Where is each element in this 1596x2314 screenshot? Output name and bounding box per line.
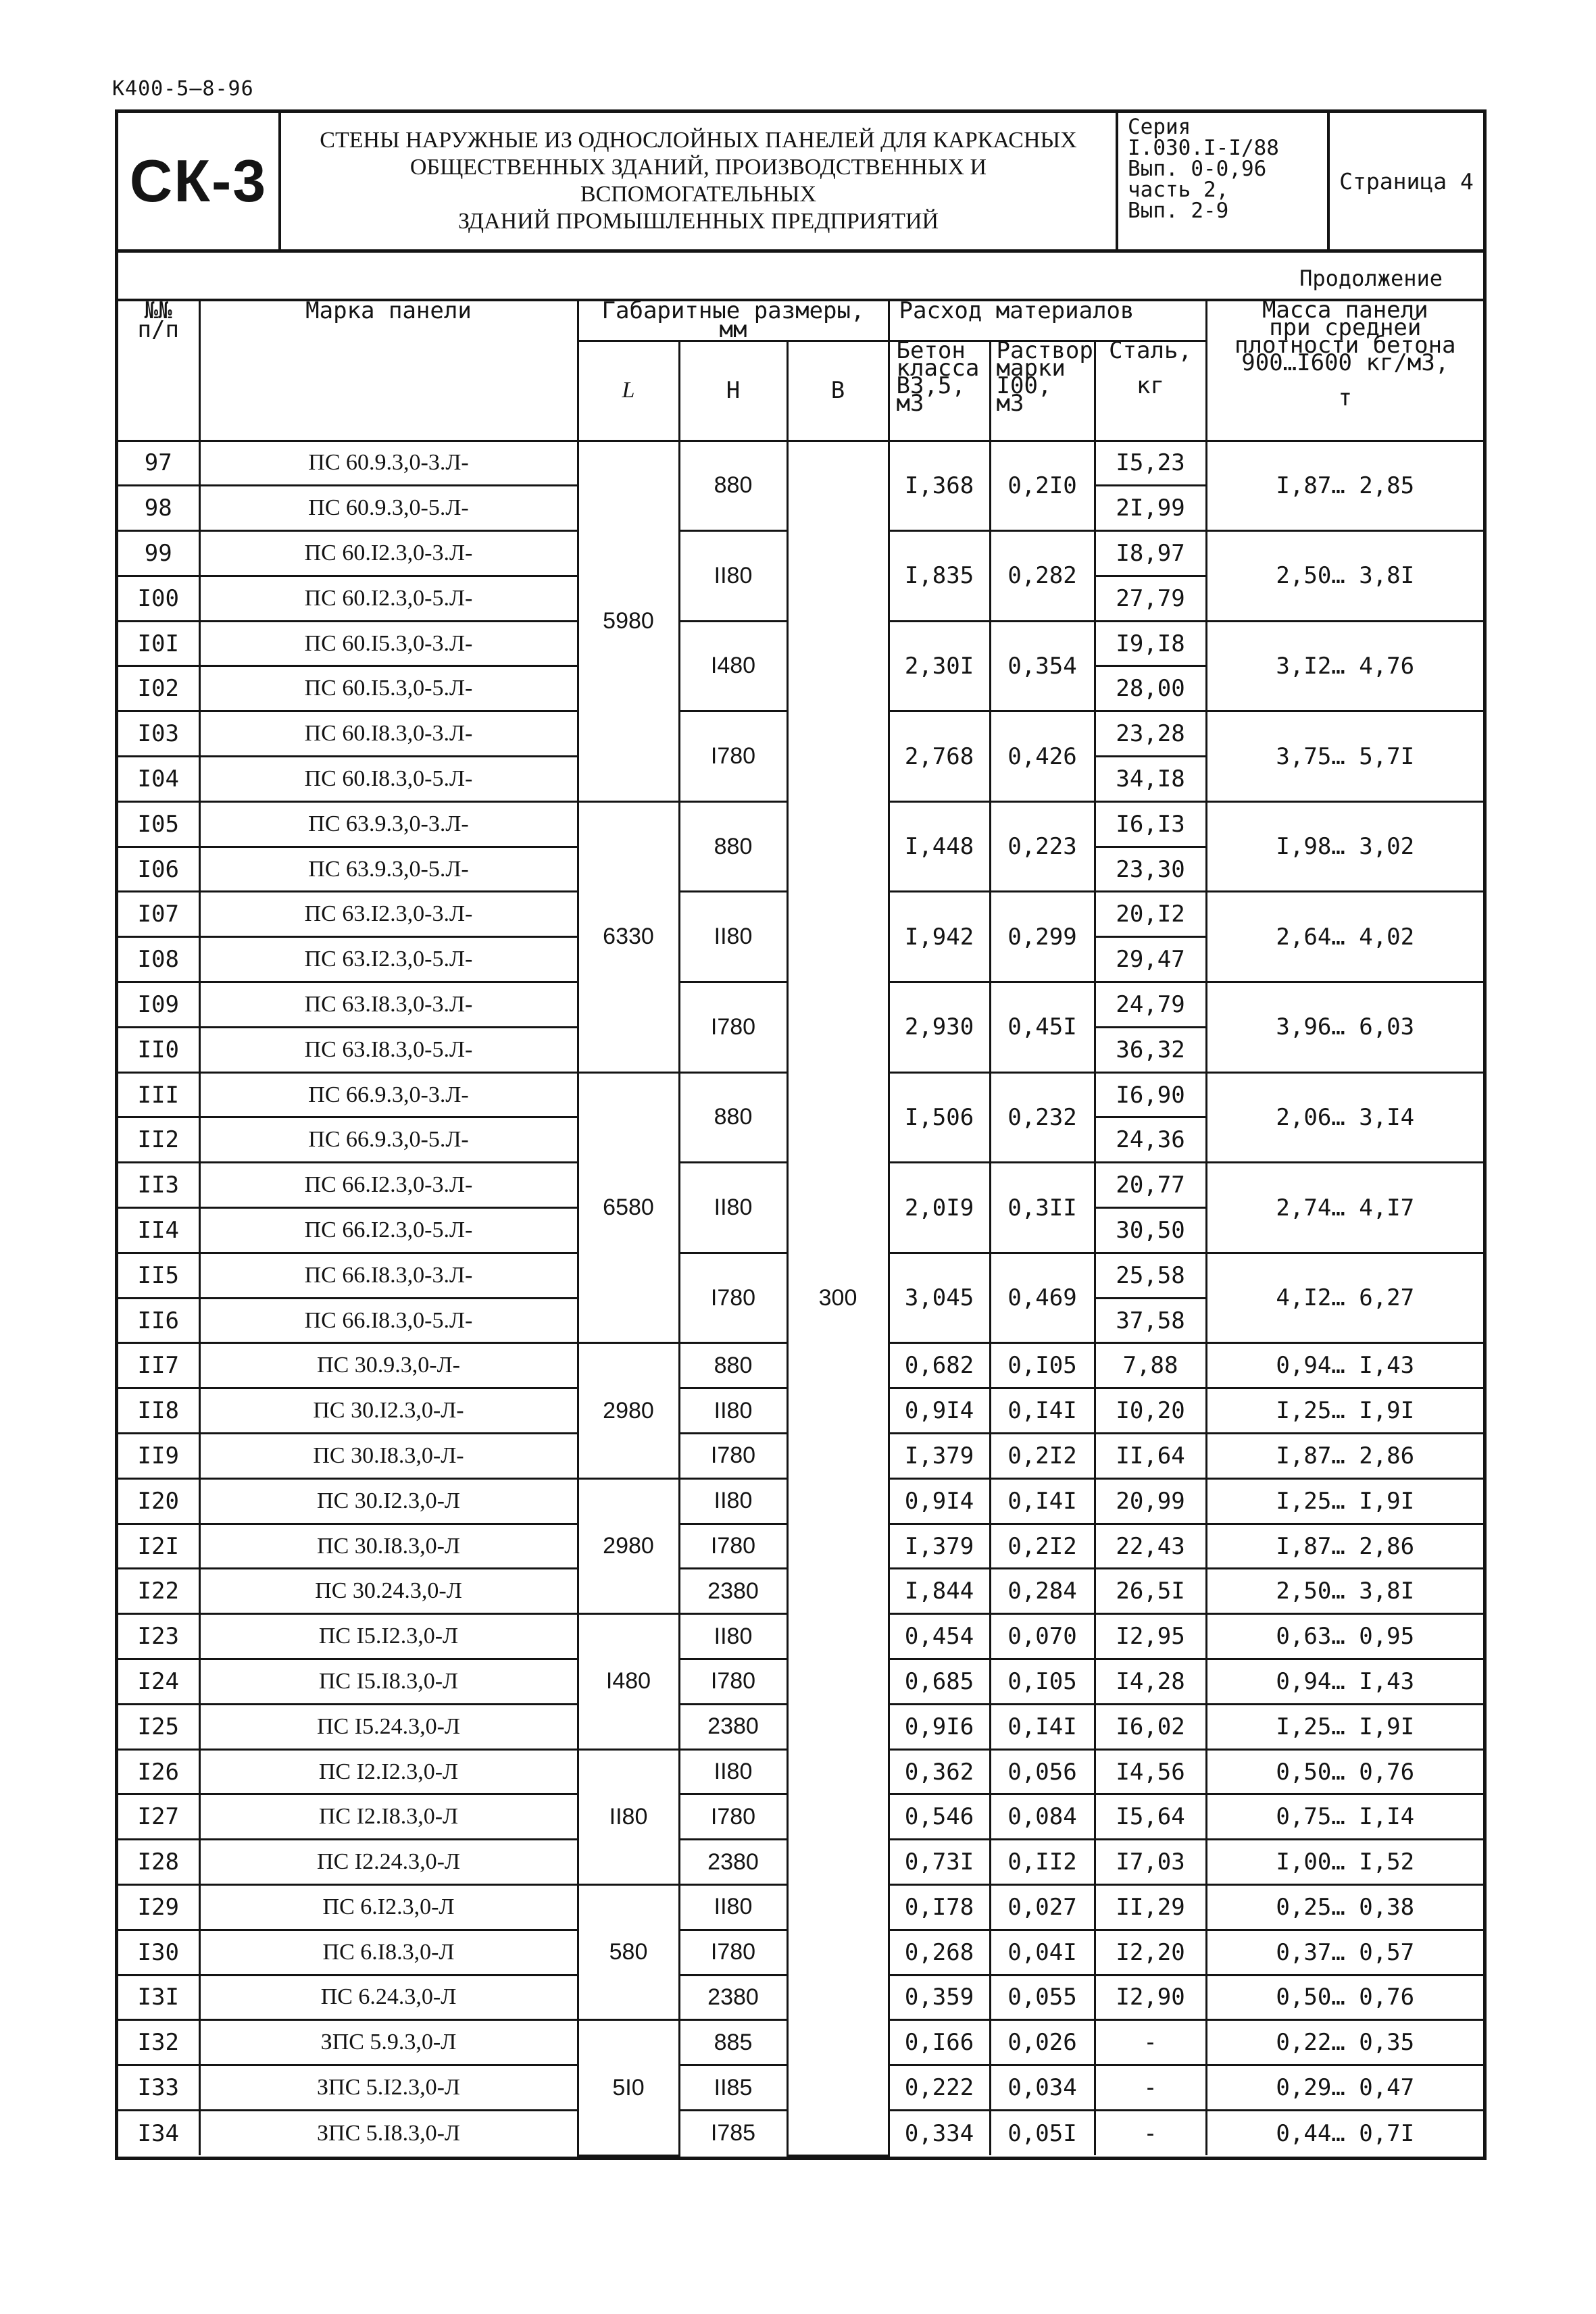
panel-mark: ПС 30.I8.3,0-Л- xyxy=(199,1434,578,1479)
row-number: II9 xyxy=(118,1434,199,1479)
dimension-L: II80 xyxy=(578,1749,679,1884)
concrete-volume: 0,685 xyxy=(889,1659,990,1705)
mortar-volume: 0,084 xyxy=(990,1794,1095,1840)
row-number: II7 xyxy=(118,1343,199,1388)
row-number: 97 xyxy=(118,441,199,486)
panel-mark: ПС 6.I2.3,0-Л xyxy=(199,1885,578,1930)
panel-mass: 0,29… 0,47 xyxy=(1206,2065,1483,2111)
panel-mark: ПС 63.I8.3,0-3.Л- xyxy=(199,982,578,1028)
section-code: СК-3 xyxy=(118,113,281,249)
steel-mass: - xyxy=(1095,2065,1206,2111)
row-number: I0I xyxy=(118,621,199,666)
mortar-volume: 0,45I xyxy=(990,982,1095,1073)
document-title: СТЕНЫ НАРУЖНЫЕ ИЗ ОДНОСЛОЙНЫХ ПАНЕЛЕЙ ДЛЯ КАРКАСНЫХ ОБЩЕСТВЕННЫХ ЗДАНИЙ, ПРОИЗВОДСТВЕННЫХ И ВСПОМОГАТЕЛЬНЫХ ЗДАНИЙ ПРОМЫШЛЕННЫХ ПРЕДПРИЯТИЙ xyxy=(281,113,1118,249)
steel-mass: - xyxy=(1095,2020,1206,2065)
steel-mass: I4,28 xyxy=(1095,1659,1206,1705)
row-number: I34 xyxy=(118,2110,199,2155)
steel-mass: II,64 xyxy=(1095,1434,1206,1479)
panel-mass: 3,96… 6,03 xyxy=(1206,982,1483,1073)
concrete-volume: I,844 xyxy=(889,1569,990,1614)
dimension-H: 2380 xyxy=(679,1569,787,1614)
mortar-volume: 0,469 xyxy=(990,1253,1095,1343)
steel-mass: 24,36 xyxy=(1095,1117,1206,1163)
panel-mass: I,87… 2,85 xyxy=(1206,441,1483,531)
row-number: I08 xyxy=(118,937,199,982)
concrete-volume: 2,768 xyxy=(889,711,990,802)
dimension-H: I780 xyxy=(679,1434,787,1479)
panel-mass: 2,74… 4,I7 xyxy=(1206,1163,1483,1253)
dimension-L: 580 xyxy=(578,1885,679,2020)
panel-mass: 2,64… 4,02 xyxy=(1206,892,1483,982)
concrete-volume: 0,73I xyxy=(889,1840,990,1885)
steel-mass: 30,50 xyxy=(1095,1208,1206,1253)
concrete-volume: 0,222 xyxy=(889,2065,990,2111)
row-number: I04 xyxy=(118,757,199,802)
panel-mark: ПС 66.I2.3,0-3.Л- xyxy=(199,1163,578,1208)
continuation-label: Продолжение xyxy=(118,253,1483,301)
concrete-volume: 0,334 xyxy=(889,2110,990,2155)
dimension-H: II85 xyxy=(679,2065,787,2111)
steel-mass: I5,64 xyxy=(1095,1794,1206,1840)
mortar-volume: 0,223 xyxy=(990,801,1095,892)
concrete-volume: I,368 xyxy=(889,441,990,531)
mortar-volume: 0,055 xyxy=(990,1975,1095,2020)
row-number: 98 xyxy=(118,486,199,531)
mortar-volume: 0,I4I xyxy=(990,1478,1095,1524)
mortar-volume: 0,070 xyxy=(990,1614,1095,1659)
series-info: Серия I.030.I-I/88 Вып. 0-0,96 часть 2, Вып. 2-9 xyxy=(1118,113,1330,249)
panel-mass: 4,I2… 6,27 xyxy=(1206,1253,1483,1343)
panel-mark: ПС I5.24.3,0-Л xyxy=(199,1704,578,1749)
concrete-volume: I,835 xyxy=(889,531,990,622)
panel-mark: ПС I5.I8.3,0-Л xyxy=(199,1659,578,1705)
row-number: I05 xyxy=(118,801,199,847)
panel-mass: 3,75… 5,7I xyxy=(1206,711,1483,802)
row-number: I23 xyxy=(118,1614,199,1659)
dimension-H: 880 xyxy=(679,1072,787,1163)
steel-mass: I9,I8 xyxy=(1095,621,1206,666)
steel-mass: 20,99 xyxy=(1095,1478,1206,1524)
steel-mass: I2,20 xyxy=(1095,1930,1206,1975)
mortar-volume: 0,232 xyxy=(990,1072,1095,1163)
steel-mass: 7,88 xyxy=(1095,1343,1206,1388)
panel-mark: ПС 60.I2.3,0-3.Л- xyxy=(199,531,578,576)
dimension-H: I780 xyxy=(679,982,787,1073)
steel-mass: I2,95 xyxy=(1095,1614,1206,1659)
steel-mass: 27,79 xyxy=(1095,576,1206,621)
panel-mark: ПС 66.I8.3,0-5.Л- xyxy=(199,1298,578,1343)
row-number: I2I xyxy=(118,1524,199,1569)
dimension-H: II80 xyxy=(679,531,787,622)
panel-mass: 0,94… I,43 xyxy=(1206,1659,1483,1705)
dimension-L: 5980 xyxy=(578,441,679,801)
table-row xyxy=(118,441,1483,486)
panel-mark: ПС 60.9.3,0-3.Л- xyxy=(199,441,578,486)
header-steel: Сталь, кг xyxy=(1095,341,1206,441)
concrete-volume: 0,546 xyxy=(889,1794,990,1840)
title-block xyxy=(115,109,1487,253)
steel-mass: I5,23 xyxy=(1095,441,1206,486)
steel-mass: - xyxy=(1095,2110,1206,2155)
panel-mark: ПС 30.I2.3,0-Л- xyxy=(199,1388,578,1434)
row-number: I22 xyxy=(118,1569,199,1614)
panels-table xyxy=(118,297,1483,2157)
panel-mark: ПС I2.I8.3,0-Л xyxy=(199,1794,578,1840)
row-number: I07 xyxy=(118,892,199,937)
dimension-H: 2380 xyxy=(679,1704,787,1749)
mortar-volume: 0,2I2 xyxy=(990,1434,1095,1479)
steel-mass: 36,32 xyxy=(1095,1027,1206,1072)
row-number: I09 xyxy=(118,982,199,1028)
dimension-H: 2380 xyxy=(679,1840,787,1885)
steel-mass: 29,47 xyxy=(1095,937,1206,982)
dimension-L: 6580 xyxy=(578,1072,679,1343)
header-mortar: Раствор марки I00, м3 xyxy=(990,341,1095,441)
row-number: I20 xyxy=(118,1478,199,1524)
table-body xyxy=(118,441,1483,2155)
steel-mass: I2,90 xyxy=(1095,1975,1206,2020)
panel-mark: ПС I2.24.3,0-Л xyxy=(199,1840,578,1885)
panel-mark: ПС 63.9.3,0-3.Л- xyxy=(199,801,578,847)
panel-mass: 2,50… 3,8I xyxy=(1206,1569,1483,1614)
row-number: I00 xyxy=(118,576,199,621)
dimension-H: I785 xyxy=(679,2110,787,2155)
concrete-volume: 0,268 xyxy=(889,1930,990,1975)
panel-mark: ПС 6.24.3,0-Л xyxy=(199,1975,578,2020)
mortar-volume: 0,299 xyxy=(990,892,1095,982)
steel-mass: 20,I2 xyxy=(1095,892,1206,937)
document-code: К400-5—8-96 xyxy=(112,77,254,101)
dimension-H: 880 xyxy=(679,801,787,892)
panel-mark: ПС 30.I8.3,0-Л xyxy=(199,1524,578,1569)
concrete-volume: I,448 xyxy=(889,801,990,892)
concrete-volume: 0,359 xyxy=(889,1975,990,2020)
dimension-H: I780 xyxy=(679,1524,787,1569)
steel-mass: I6,90 xyxy=(1095,1072,1206,1117)
mortar-volume: 0,056 xyxy=(990,1749,1095,1794)
dimension-L: I480 xyxy=(578,1614,679,1749)
row-number: 99 xyxy=(118,531,199,576)
row-number: II5 xyxy=(118,1253,199,1298)
panel-mass: I,25… I,9I xyxy=(1206,1478,1483,1524)
row-number: I24 xyxy=(118,1659,199,1705)
mortar-volume: 0,284 xyxy=(990,1569,1095,1614)
concrete-volume: 2,30I xyxy=(889,621,990,711)
header-dimensions: Габаритные размеры, мм xyxy=(578,301,889,341)
steel-mass: I4,56 xyxy=(1095,1749,1206,1794)
row-number: I25 xyxy=(118,1704,199,1749)
steel-mass: 22,43 xyxy=(1095,1524,1206,1569)
concrete-volume: 0,9I4 xyxy=(889,1478,990,1524)
steel-mass: 20,77 xyxy=(1095,1163,1206,1208)
panel-mass: 0,50… 0,76 xyxy=(1206,1975,1483,2020)
concrete-volume: I,379 xyxy=(889,1524,990,1569)
steel-mass: 25,58 xyxy=(1095,1253,1206,1298)
panel-mark: ПС I2.I2.3,0-Л xyxy=(199,1749,578,1794)
concrete-volume: 0,9I4 xyxy=(889,1388,990,1434)
concrete-volume: 0,9I6 xyxy=(889,1704,990,1749)
panel-mass: 3,I2… 4,76 xyxy=(1206,621,1483,711)
panel-mark: ПС 60.9.3,0-5.Л- xyxy=(199,486,578,531)
row-number: II4 xyxy=(118,1208,199,1253)
panel-mass: I,87… 2,86 xyxy=(1206,1434,1483,1479)
mortar-volume: 0,354 xyxy=(990,621,1095,711)
panel-mass: 2,50… 3,8I xyxy=(1206,531,1483,622)
panel-mark: ПС 60.I8.3,0-5.Л- xyxy=(199,757,578,802)
mortar-volume: 0,2I2 xyxy=(990,1524,1095,1569)
dimension-H: II80 xyxy=(679,1749,787,1794)
steel-mass: I6,02 xyxy=(1095,1704,1206,1749)
header-L: L xyxy=(578,341,679,441)
dimension-H: II80 xyxy=(679,1388,787,1434)
panel-mark: ПС 66.I2.3,0-5.Л- xyxy=(199,1208,578,1253)
dimension-H: 880 xyxy=(679,1343,787,1388)
concrete-volume: I,379 xyxy=(889,1434,990,1479)
concrete-volume: 0,362 xyxy=(889,1749,990,1794)
header-concrete: Бетон класса В3,5, м3 xyxy=(889,341,990,441)
row-number: I3I xyxy=(118,1975,199,2020)
header-num: №№ п/п xyxy=(118,301,199,441)
steel-mass: 2I,99 xyxy=(1095,486,1206,531)
dimension-H: I780 xyxy=(679,711,787,802)
steel-mass: 37,58 xyxy=(1095,1298,1206,1343)
mortar-volume: 0,I4I xyxy=(990,1388,1095,1434)
row-number: II0 xyxy=(118,1027,199,1072)
panel-mass: I,87… 2,86 xyxy=(1206,1524,1483,1569)
steel-mass: II,29 xyxy=(1095,1885,1206,1930)
panel-mark: ПС 30.I2.3,0-Л xyxy=(199,1478,578,1524)
mortar-volume: 0,II2 xyxy=(990,1840,1095,1885)
panel-mass: 0,25… 0,38 xyxy=(1206,1885,1483,1930)
row-number: II6 xyxy=(118,1298,199,1343)
panel-mark: ПС I5.I2.3,0-Л xyxy=(199,1614,578,1659)
page-number: Страница 4 xyxy=(1339,168,1474,195)
panel-mass: I,00… I,52 xyxy=(1206,1840,1483,1885)
dimension-L: 5I0 xyxy=(578,2020,679,2155)
concrete-volume: 3,045 xyxy=(889,1253,990,1343)
panel-mark: ПС 63.I8.3,0-5.Л- xyxy=(199,1027,578,1072)
dimension-L: 2980 xyxy=(578,1478,679,1613)
concrete-volume: 0,I66 xyxy=(889,2020,990,2065)
panel-mass: 0,75… I,I4 xyxy=(1206,1794,1483,1840)
panel-mass: 0,94… I,43 xyxy=(1206,1343,1483,1388)
row-number: II3 xyxy=(118,1163,199,1208)
dimension-H: 880 xyxy=(679,441,787,531)
steel-mass: 26,5I xyxy=(1095,1569,1206,1614)
row-number: I26 xyxy=(118,1749,199,1794)
row-number: I03 xyxy=(118,711,199,757)
mortar-volume: 0,026 xyxy=(990,2020,1095,2065)
row-number: I29 xyxy=(118,1885,199,1930)
dimension-H: II80 xyxy=(679,1885,787,1930)
mortar-volume: 0,I05 xyxy=(990,1659,1095,1705)
mortar-volume: 0,426 xyxy=(990,711,1095,802)
mortar-volume: 0,I05 xyxy=(990,1343,1095,1388)
mortar-volume: 0,05I xyxy=(990,2110,1095,2155)
dimension-H: I780 xyxy=(679,1794,787,1840)
dimension-H: II80 xyxy=(679,1163,787,1253)
panel-mark: ЗПС 5.9.3,0-Л xyxy=(199,2020,578,2065)
mortar-volume: 0,I4I xyxy=(990,1704,1095,1749)
panel-mass: 0,37… 0,57 xyxy=(1206,1930,1483,1975)
header-mass: Масса панели при средней плотности бетона 900…I600 кг/м3, т xyxy=(1206,301,1483,441)
dimension-H: I480 xyxy=(679,621,787,711)
mortar-volume: 0,3II xyxy=(990,1163,1095,1253)
row-number: I02 xyxy=(118,666,199,711)
row-number: II2 xyxy=(118,1117,199,1163)
panel-mass: 0,50… 0,76 xyxy=(1206,1749,1483,1794)
panel-mass: 0,44… 0,7I xyxy=(1206,2110,1483,2155)
row-number: I32 xyxy=(118,2020,199,2065)
panel-mark: ЗПС 5.I2.3,0-Л xyxy=(199,2065,578,2111)
mortar-volume: 0,2I0 xyxy=(990,441,1095,531)
dimension-H: 2380 xyxy=(679,1975,787,2020)
panel-mark: ПС 6.I8.3,0-Л xyxy=(199,1930,578,1975)
panel-mark: ПС 30.24.3,0-Л xyxy=(199,1569,578,1614)
panel-mass: 0,63… 0,95 xyxy=(1206,1614,1483,1659)
panel-mark: ПС 60.I5.3,0-3.Л- xyxy=(199,621,578,666)
panel-mark: ПС 66.9.3,0-3.Л- xyxy=(199,1072,578,1117)
concrete-volume: I,506 xyxy=(889,1072,990,1163)
steel-mass: I6,I3 xyxy=(1095,801,1206,847)
panel-mark: ПС 63.I2.3,0-3.Л- xyxy=(199,892,578,937)
steel-mass: 23,28 xyxy=(1095,711,1206,757)
panel-mass: 0,22… 0,35 xyxy=(1206,2020,1483,2065)
dimension-H: 885 xyxy=(679,2020,787,2065)
concrete-volume: 0,454 xyxy=(889,1614,990,1659)
dimension-H: II80 xyxy=(679,1478,787,1524)
panel-mass: I,25… I,9I xyxy=(1206,1704,1483,1749)
row-number: I06 xyxy=(118,847,199,892)
panel-mass: 2,06… 3,I4 xyxy=(1206,1072,1483,1163)
panel-mark: ПС 30.9.3,0-Л- xyxy=(199,1343,578,1388)
row-number: I28 xyxy=(118,1840,199,1885)
row-number: I30 xyxy=(118,1930,199,1975)
panel-mark: ПС 66.I8.3,0-3.Л- xyxy=(199,1253,578,1298)
header-mark: Марка панели xyxy=(199,301,578,441)
panel-mark: ПС 63.9.3,0-5.Л- xyxy=(199,847,578,892)
row-number: II8 xyxy=(118,1388,199,1434)
dimension-L: 2980 xyxy=(578,1343,679,1478)
steel-mass: I7,03 xyxy=(1095,1840,1206,1885)
concrete-volume: 2,930 xyxy=(889,982,990,1073)
panel-mark: ПС 60.I2.3,0-5.Л- xyxy=(199,576,578,621)
concrete-volume: I,942 xyxy=(889,892,990,982)
mortar-volume: 0,034 xyxy=(990,2065,1095,2111)
dimension-L: 6330 xyxy=(578,801,679,1072)
steel-mass: 34,I8 xyxy=(1095,757,1206,802)
main-table-frame xyxy=(115,253,1487,2160)
steel-mass: 28,00 xyxy=(1095,666,1206,711)
mortar-volume: 0,027 xyxy=(990,1885,1095,1930)
panel-mark: ПС 66.9.3,0-5.Л- xyxy=(199,1117,578,1163)
header-materials: Расход материалов xyxy=(889,301,1206,341)
concrete-volume: 0,I78 xyxy=(889,1885,990,1930)
panel-mark: ПС 60.I5.3,0-5.Л- xyxy=(199,666,578,711)
steel-mass: I8,97 xyxy=(1095,531,1206,576)
dimension-H: I780 xyxy=(679,1253,787,1343)
panel-mark: ПС 63.I2.3,0-5.Л- xyxy=(199,937,578,982)
header-B: В xyxy=(787,341,889,441)
steel-mass: I0,20 xyxy=(1095,1388,1206,1434)
dimension-H: II80 xyxy=(679,892,787,982)
panel-mark: ПС 60.I8.3,0-3.Л- xyxy=(199,711,578,757)
mortar-volume: 0,282 xyxy=(990,531,1095,622)
panel-mark: ЗПС 5.I8.3,0-Л xyxy=(199,2110,578,2155)
row-number: I27 xyxy=(118,1794,199,1840)
mortar-volume: 0,04I xyxy=(990,1930,1095,1975)
dimension-H: II80 xyxy=(679,1614,787,1659)
panel-mass: I,98… 3,02 xyxy=(1206,801,1483,892)
header-H: Н xyxy=(679,341,787,441)
concrete-volume: 0,682 xyxy=(889,1343,990,1388)
concrete-volume: 2,0I9 xyxy=(889,1163,990,1253)
dimension-H: I780 xyxy=(679,1930,787,1975)
dimension-H: I780 xyxy=(679,1659,787,1705)
row-number: III xyxy=(118,1072,199,1117)
steel-mass: 23,30 xyxy=(1095,847,1206,892)
steel-mass: 24,79 xyxy=(1095,982,1206,1028)
dimension-B: 300 xyxy=(787,441,889,2155)
row-number: I33 xyxy=(118,2065,199,2111)
panel-mass: I,25… I,9I xyxy=(1206,1388,1483,1434)
